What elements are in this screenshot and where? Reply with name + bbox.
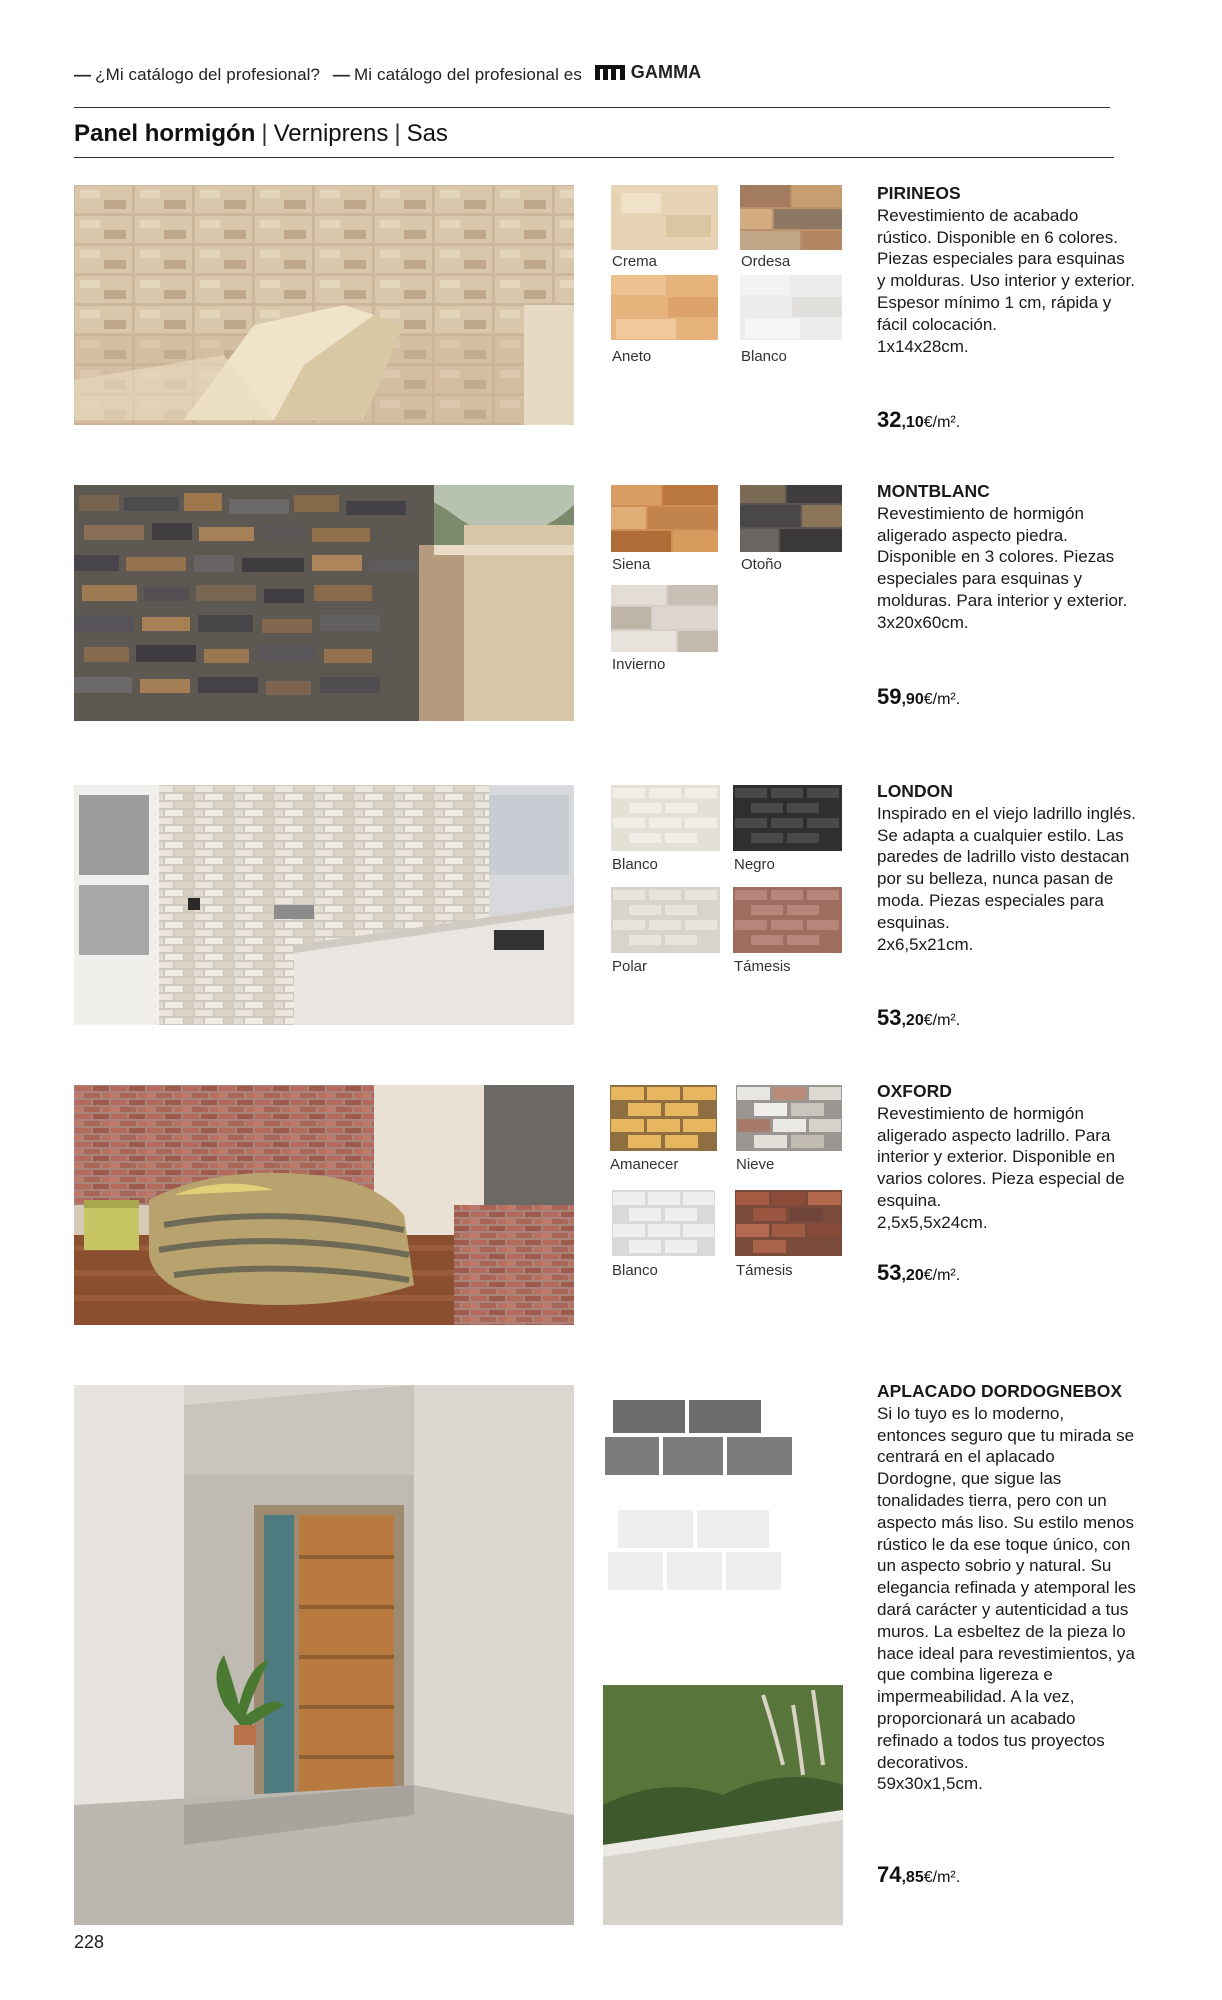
swatch-label-siena: Siena xyxy=(612,556,651,573)
product-size-dordognebox: 59x30x1,5cm. xyxy=(877,1774,983,1794)
swatch-label-negro: Negro xyxy=(734,856,775,873)
header-divider xyxy=(74,107,1110,108)
section-title: Panel hormigón | Verniprens | Sas xyxy=(74,120,448,147)
swatch-label-otono: Otoño xyxy=(741,556,782,573)
price-london xyxy=(877,1005,960,1031)
swatch-label-tamesis-oxford: Támesis xyxy=(736,1262,793,1279)
section-brand-verniprens: Verniprens xyxy=(273,120,389,147)
price-int: 53 xyxy=(877,1260,902,1285)
product-description-dordognebox: Si lo tuyo es lo moderno, entonces seguro que tu mirada se centrará en el aplacado Dordogne, que sigue las tonalidades tierra, pero con un aspecto más liso. Su estilo menos rústico le da ese toque único, con un aspecto sobrio y natural. Su elegancia refinada y atemporal les dará carácter y autenticidad a tus muros. La esbeltez de la pieza lo hace ideal para revestimientos, ya que combina ligereza e impermeabilidad. A la vez, proporcionará un acabado refinado a todos tus proyectos decorativos. xyxy=(877,1403,1136,1772)
swatch-label-blanco-pirineos: Blanco xyxy=(741,348,787,365)
price-int: 59 xyxy=(877,684,902,709)
swatch-tamesis-london xyxy=(733,887,842,953)
dordognebox-garden-photo xyxy=(603,1685,843,1925)
montblanc-info xyxy=(877,481,1137,634)
product-description-oxford: Revestimiento de hormigón aligerado aspecto ladrillo. Para interior y exterior. Disponible en varios colores. Pieza especial de esquina. xyxy=(877,1103,1125,1210)
product-description-montblanc: Revestimiento de hormigón aligerado aspecto piedra. Disponible en 3 colores. Piezas especiales para esquinas y molduras. Para interior y exterior. xyxy=(877,503,1128,610)
top-breadcrumb: — ¿Mi catálogo del profesional? — Mi catálogo del profesional es GAMMA xyxy=(74,62,702,84)
price-int: 53 xyxy=(877,1005,902,1030)
swatch-label-blanco-oxford: Blanco xyxy=(612,1262,658,1279)
dordognebox-photo xyxy=(74,1385,574,1925)
swatch-polar xyxy=(611,887,720,953)
swatch-label-nieve: Nieve xyxy=(736,1156,775,1173)
gamma-logo-icon xyxy=(595,65,625,80)
swatch-blanco-pirineos xyxy=(740,275,842,340)
swatch-nieve xyxy=(736,1085,842,1151)
pirineos-info xyxy=(877,183,1137,357)
price-montblanc xyxy=(877,684,960,710)
product-description-pirineos: Revestimiento de acabado rústico. Disponible en 6 colores. Piezas especiales para esquinas y molduras. Uso interior y exterior. Espesor mínimo 1 cm, rápida y fácil colocación. xyxy=(877,205,1135,334)
price-oxford xyxy=(877,1260,960,1286)
oxford-info xyxy=(877,1081,1137,1234)
london-info xyxy=(877,781,1137,955)
swatch-blanco-oxford xyxy=(612,1190,715,1256)
gamma-brand-text: GAMMA xyxy=(630,62,702,82)
price-dec: ,85 xyxy=(901,1869,924,1886)
page-number: 228 xyxy=(74,1932,105,1952)
product-description-london: Inspirado en el viejo ladrillo inglés. Se adapta a cualquier estilo. Las paredes de ladrillo visto destacan por su belleza, nunca pasan de moda. Piezas especiales para esquinas. xyxy=(877,803,1136,932)
swatch-crema xyxy=(611,185,718,250)
price-dordognebox xyxy=(877,1862,960,1888)
price-unit: €/m². xyxy=(923,1267,961,1284)
swatch-label-tamesis-london: Támesis xyxy=(734,958,791,975)
product-size-london: 2x6,5x21cm. xyxy=(877,934,974,954)
swatch-blanco-london xyxy=(611,785,720,851)
dordognebox-info xyxy=(877,1381,1137,1795)
swatch-label-polar: Polar xyxy=(612,958,648,975)
product-name-oxford: OXFORD xyxy=(877,1081,952,1101)
product-name-dordognebox: APLACADO DORDOGNEBOX xyxy=(877,1381,1123,1401)
section-brand-sas: Sas xyxy=(406,120,448,147)
swatch-label-amanecer: Amanecer xyxy=(610,1156,679,1173)
swatch-label-invierno: Invierno xyxy=(612,656,666,673)
swatch-tamesis-oxford xyxy=(735,1190,842,1256)
product-name-london: LONDON xyxy=(877,781,953,801)
swatch-siena xyxy=(611,485,718,552)
product-name-pirineos: PIRINEOS xyxy=(877,183,961,203)
swatch-label-aneto: Aneto xyxy=(612,348,652,365)
crumb-question: ¿Mi catálogo del profesional? xyxy=(95,65,321,84)
swatch-label-crema: Crema xyxy=(612,253,658,270)
price-int: 74 xyxy=(877,1862,902,1887)
swatch-amanecer xyxy=(610,1085,717,1151)
swatch-ordesa xyxy=(740,185,842,250)
swatch-otono xyxy=(740,485,842,552)
price-dec: ,20 xyxy=(901,1012,924,1029)
price-pirineos xyxy=(877,407,960,433)
dordognebox-tiles-image xyxy=(603,1385,843,1605)
section-title-main: Panel hormigón xyxy=(74,120,256,147)
swatch-label-blanco-london: Blanco xyxy=(612,856,658,873)
london-photo xyxy=(74,785,574,1025)
product-name-montblanc: MONTBLANC xyxy=(877,481,990,501)
title-divider xyxy=(74,157,1114,158)
price-dec: ,90 xyxy=(901,691,924,708)
price-unit: €/m². xyxy=(923,1012,961,1029)
oxford-photo xyxy=(74,1085,574,1325)
product-size-pirineos: 1x14x28cm. xyxy=(877,336,969,356)
gamma-logo xyxy=(595,62,702,83)
pirineos-photo xyxy=(74,185,574,425)
price-unit: €/m². xyxy=(923,691,961,708)
price-dec: ,10 xyxy=(901,414,924,431)
price-int: 32 xyxy=(877,407,902,432)
swatch-label-ordesa: Ordesa xyxy=(741,253,791,270)
price-unit: €/m². xyxy=(923,414,961,431)
swatch-aneto xyxy=(611,275,718,340)
price-dec: ,20 xyxy=(901,1267,924,1284)
product-size-oxford: 2,5x5,5x24cm. xyxy=(877,1212,988,1232)
price-unit: €/m². xyxy=(923,1869,961,1886)
swatch-invierno xyxy=(611,585,718,652)
swatch-negro xyxy=(733,785,842,851)
crumb-statement: Mi catálogo del profesional es xyxy=(354,65,582,84)
product-size-montblanc: 3x20x60cm. xyxy=(877,612,969,632)
montblanc-photo xyxy=(74,485,574,721)
